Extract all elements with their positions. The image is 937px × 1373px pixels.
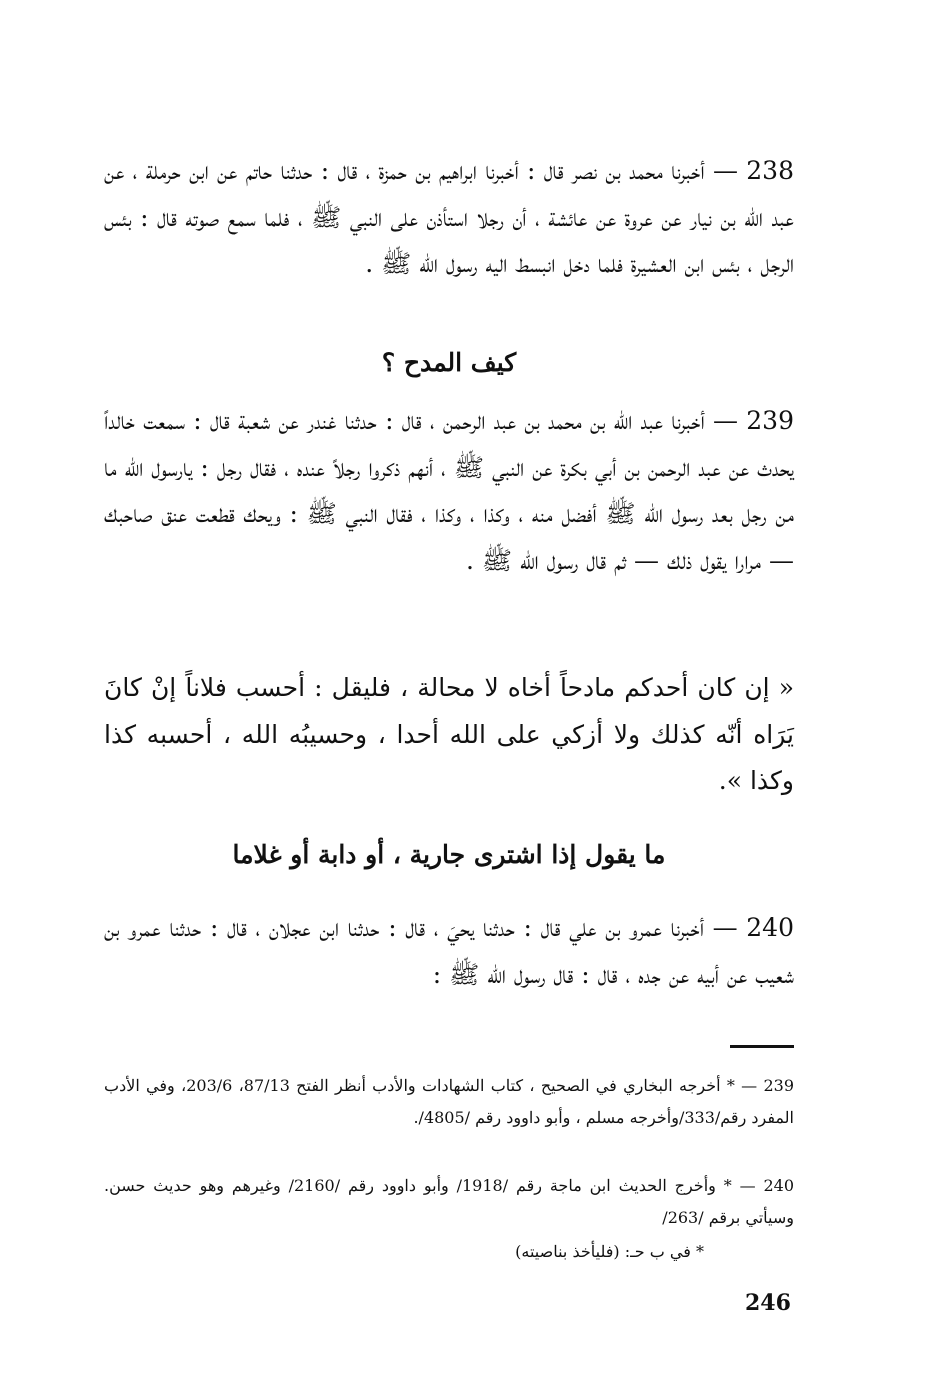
footnote-239: 239 — * أخرجه البخاري في الصحيح ، كتاب الشهادات والأدب أنظر الفتح 87/13، 203/6، وفي الأدب المفرد رقم/333/وأخرجه مسلم ، وأبو داوود رقم /4805/.	[104, 1076, 794, 1127]
page-number: 246	[745, 1290, 791, 1316]
section-heading-purchase: ما يقول إذا اشترى جارية ، أو دابة أو غلاما	[232, 840, 666, 869]
paragraph-238: 238 — أخبرنا محمد بن نصر قال : أخبرنا ابراهيم بن حمزة ، قال : حدثنا حاتم عن ابن حرملة ، عن عبد الله بن نيار عن عروة عن عائشة ، أن رجلا استأذن على النبي ﷺ ، فلما سمع صوته قال : بئس الرجل ، بئس ابن العشيرة فلما دخل انبسط اليه رسول الله ﷺ .	[104, 156, 794, 278]
footnote-240: 240 — * وأخرج الحديث ابن ماجة رقم /1918/ وأبو داوود رقم /2160/ وغيرهم وهو حديث حسن. وسيأتي برقم /263/	[104, 1176, 794, 1227]
paragraph-239: 239 — أخبرنا عبد الله بن محمد بن عبد الرحمن ، قال : حدثنا غندر عن شعبة قال : سمعت خالداً يحدث عن عبد الرحمن بن أبي بكرة عن النبي ﷺ ، أنهم ذكروا رجلاً عنده ، فقال رجل : يارسول الله ما من رجل بعد رسول الله ﷺ أفضل منه ، وكذا ، وكذا ، فقال النبي ﷺ : ويحك قطعت عنق صاحبك — مرارا يقول ذلك — ثم قال رسول الله ﷺ .	[104, 406, 794, 575]
paragraph-239-quote: « إن كان أحدكم مادحاً أخاه لا محالة ، فليقل : أحسب فلاناً إنْ كانَ يَرَاه أنّه كذلك ولا أزكي على الله أحدا ، وحسيبُه الله ، أحسبه كذا وكذا ».	[104, 673, 794, 795]
footnote-variant-note: * في ب حـ: (فليأخذ بناصيته)	[515, 1242, 704, 1261]
paragraph-240: 240 — أخبرنا عمرو بن علي قال : حدثنا يحيَ ، قال : حدثنا ابن عجلان ، قال : حدثنا عمرو بن شعيب عن أبيه عن جده ، قال : قال رسول الله ﷺ :	[104, 913, 794, 989]
footnote-divider	[730, 1045, 794, 1048]
section-heading-praise: كيف المدح ؟	[381, 348, 517, 377]
